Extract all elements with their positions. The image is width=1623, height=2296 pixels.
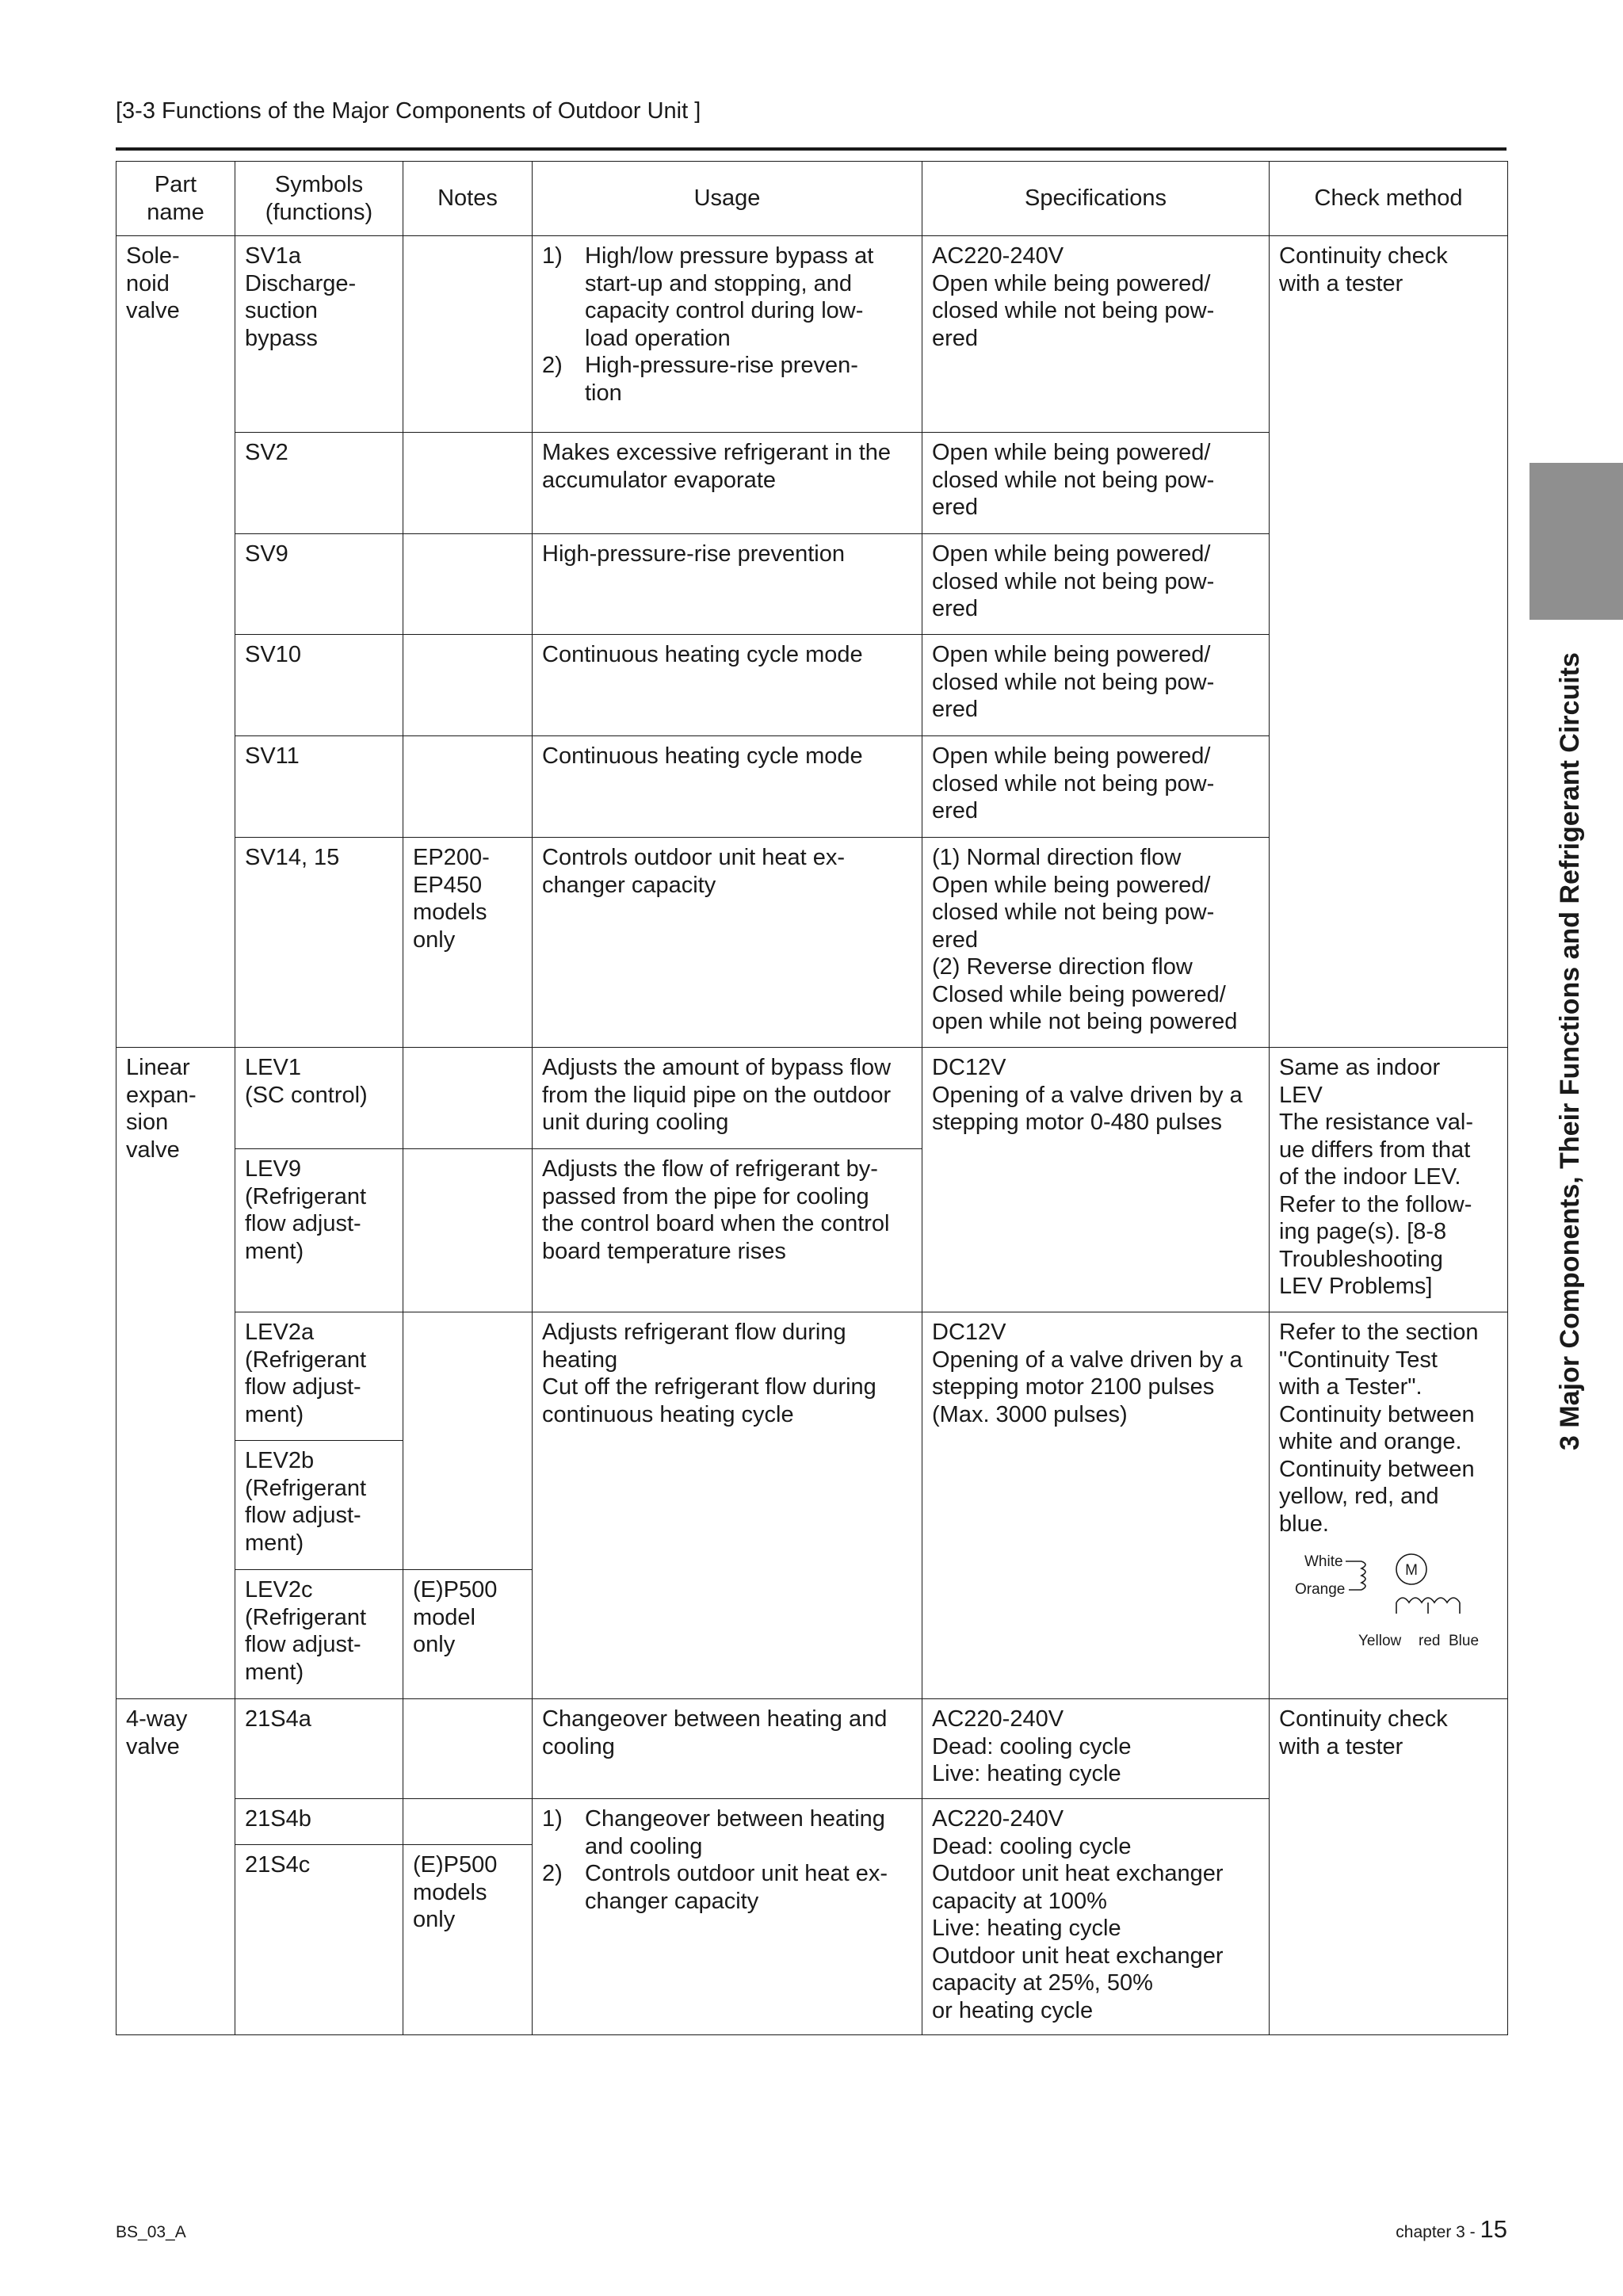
components-table [116,161,1508,2035]
text-line: Adjusts refrigerant flow during [542,1320,846,1345]
symbol-sv2: SV2 [235,433,403,534]
text-line: model [413,1604,475,1630]
text-line: LEV Problems] [1279,1274,1433,1299]
text-line: ment) [245,1659,304,1685]
text-line: Changeover between heating and [542,1706,888,1732]
text-line: Continuity between [1279,1456,1475,1482]
symbol-sv14-15: SV14, 15 [235,838,403,1048]
usage-sv14-15 [533,838,922,1048]
text-line: continuous heating cycle [542,1401,794,1427]
text-line: Live: heating cycle [932,1916,1121,1941]
text-line: valve [126,1137,180,1163]
text-line: noid [126,270,170,296]
check-lev2-text [1279,1319,1498,1538]
check-4-way-valve [1270,1699,1508,2035]
text-line: name [147,199,204,225]
text-line: Part [154,172,197,197]
spec-lev1-lev9 [922,1048,1270,1312]
spec-sv11 [922,736,1270,838]
text-line: Makes excessive refrigerant in the [542,440,892,465]
text-line: (Refrigerant [245,1475,367,1501]
list-item-number: 1) [542,243,563,269]
text-line: "Continuity Test [1279,1347,1438,1373]
text-line: ered [932,495,979,520]
text-line: Opening of a valve driven by a [932,1082,1243,1108]
text-line: blue. [1279,1511,1329,1537]
symbol-21s4c: 21S4c [235,1845,403,2035]
text-line: (Refrigerant [245,1183,367,1209]
symbol-sv1a [235,236,403,433]
chapter-side-label: 3 Major Components, Their Functions and Refrigerant Circuits [1555,652,1585,1450]
text-line: flow adjust- [245,1503,361,1528]
symbol-21s4a: 21S4a [235,1699,403,1799]
text-line: Cut off the refrigerant flow during [542,1374,876,1400]
text-line: Open while being powered/ [932,872,1211,898]
text-line: of the indoor LEV. [1279,1164,1461,1190]
text-line: LEV9 [245,1156,301,1182]
text-line: (1) Normal direction flow [932,845,1182,870]
text-line: ment) [245,1238,304,1264]
usage-sv9 [533,534,922,635]
footer-doc-code: BS_03_A [116,2223,186,2241]
text-line: heating [542,1347,618,1373]
text-line: with a tester [1279,1733,1403,1759]
text-line: LEV2c [245,1577,313,1603]
list-item [542,352,912,407]
motor-coil-yrb-icon [1396,1598,1460,1614]
text-line: ered [932,596,979,621]
text-line: High-pressure-rise prevention [542,541,845,567]
text-line: with a Tester". [1279,1374,1423,1400]
text-line: Controls outdoor unit heat ex- [585,1861,888,1886]
text-line: only [413,1632,456,1657]
text-line: closed while not being pow- [932,467,1215,493]
text-line: accumulator evaporate [542,467,776,493]
check-solenoid-valve [1270,236,1508,1048]
text-line: (Refrigerant [245,1347,367,1373]
notes-lev9 [403,1149,533,1312]
table-row-lev2a [116,1312,1508,1441]
text-line: LEV2a [245,1320,315,1345]
text-line: (E)P500 [413,1852,498,1878]
text-line: Refer to the follow- [1279,1191,1472,1217]
spec-sv1a [922,236,1270,433]
text-line: Open while being powered/ [932,541,1211,567]
text-line: EP200- [413,845,490,870]
text-line: capacity control during low- [585,298,864,323]
text-line: DC12V [932,1055,1006,1080]
header-rule [116,147,1507,151]
notes-21s4b [403,1799,533,1845]
text-line: Open while being powered/ [932,440,1211,465]
usage-sv11 [533,736,922,838]
text-line: closed while not being pow- [932,568,1215,594]
spec-sv9 [922,534,1270,635]
text-line: load operation [585,325,731,351]
list-item [542,1805,912,1860]
text-line: DC12V [932,1320,1006,1345]
text-line: Continuous heating cycle mode [542,743,863,769]
text-line: models [413,900,487,925]
notes-sv9 [403,534,533,635]
text-line: stepping motor 0-480 pulses [932,1110,1222,1135]
text-line: flow adjust- [245,1211,361,1236]
list-item-number: 2) [542,353,563,378]
motor-label-blue: Blue [1449,1633,1480,1649]
usage-21s4b-21s4c [533,1799,922,2035]
symbol-sv10: SV10 [235,635,403,736]
motor-label-yellow: Yellow [1358,1633,1402,1649]
text-line: flow adjust- [245,1632,361,1657]
text-line: passed from the pipe for cooling [542,1183,869,1209]
text-line: Continuity check [1279,1706,1448,1732]
spec-lev2 [922,1312,1270,1699]
text-line: High-pressure-rise preven- [585,353,858,378]
text-line: SV1a [245,243,301,269]
page-header-title: [3-3 Functions of the Major Components of Outdoor Unit ] [116,98,701,124]
text-line: Outdoor unit heat exchanger [932,1861,1224,1886]
text-line: expan- [126,1082,197,1108]
text-line: AC220-240V [932,1806,1064,1832]
usage-sv10 [533,635,922,736]
footer-page: 15 [1480,2215,1507,2243]
notes-lev1 [403,1048,533,1149]
text-line: valve [126,1733,180,1759]
spec-sv14-15 [922,838,1270,1048]
text-line: closed while not being pow- [932,298,1215,323]
text-line: or heating cycle [932,1997,1094,2023]
table-row-21s4a [116,1699,1508,1799]
notes-sv14-15 [403,838,533,1048]
text-line: Open while being powered/ [932,270,1211,296]
text-line: white and orange. [1279,1429,1462,1454]
usage-lev9 [533,1149,922,1312]
col-header-specifications: Specifications [922,162,1270,236]
text-line: from the liquid pipe on the outdoor [542,1082,892,1108]
motor-coil-icon [1361,1561,1365,1590]
text-line: Open while being powered/ [932,642,1211,667]
text-line: LEV2b [245,1448,315,1473]
list-item [542,1860,912,1915]
notes-sv2 [403,433,533,534]
list-item-number: 2) [542,1861,563,1886]
text-line: ment) [245,1401,304,1427]
motor-label-m: M [1405,1562,1418,1579]
text-line: Adjusts the amount of bypass flow [542,1055,892,1080]
motor-label-white: White [1304,1553,1343,1570]
symbol-lev1 [235,1048,403,1149]
notes-sv11 [403,736,533,838]
list-item [542,243,912,352]
text-line: Controls outdoor unit heat ex- [542,845,846,870]
text-line: Linear [126,1055,190,1080]
text-line: Closed while being powered/ [932,981,1226,1007]
text-line: (SC control) [245,1082,368,1108]
text-line: Symbols [274,172,364,197]
usage-sv1a [533,236,922,433]
check-lev1-lev9 [1270,1048,1508,1312]
notes-21s4a [403,1699,533,1799]
text-line: (2) Reverse direction flow [932,954,1193,980]
text-line: closed while not being pow- [932,900,1215,925]
text-line: with a tester [1279,270,1403,296]
text-line: Open while being powered/ [932,743,1211,769]
notes-sv10 [403,635,533,736]
text-line: Dead: cooling cycle [932,1833,1132,1859]
footer-page-number [1396,2215,1507,2244]
text-line: AC220-240V [932,243,1064,269]
symbol-sv9: SV9 [235,534,403,635]
text-line: (functions) [265,199,373,225]
symbol-21s4b: 21S4b [235,1799,403,1845]
spec-sv10 [922,635,1270,736]
text-line: Discharge- [245,270,357,296]
text-line: ered [932,697,979,722]
symbol-lev2a [235,1312,403,1441]
text-line: ered [932,325,979,351]
chapter-side-tab [1529,463,1623,620]
table-row-sv1a [116,236,1508,433]
text-line: Outdoor unit heat exchanger [932,1943,1224,1969]
text-line: stepping motor 2100 pulses [932,1374,1215,1400]
text-line: closed while not being pow- [932,770,1215,797]
part-name-linear-expansion-valve [116,1048,235,1699]
spec-21s4a [922,1699,1270,1799]
text-line: cooling [542,1733,615,1759]
text-line: yellow, red, and [1279,1484,1439,1509]
part-name-solenoid-valve [116,236,235,1048]
text-line: AC220-240V [932,1706,1064,1732]
motor-wire-lines [1346,1561,1361,1590]
notes-sv1a [403,236,533,433]
text-line: valve [126,298,180,323]
text-line: Refer to the section [1279,1320,1479,1345]
symbol-sv11: SV11 [235,736,403,838]
text-line: tion [585,380,622,406]
list-item-number: 1) [542,1806,563,1832]
symbol-lev2c [235,1570,403,1699]
header-row [116,162,1508,236]
text-line: (Refrigerant [245,1604,367,1630]
motor-label-orange: Orange [1295,1581,1346,1598]
col-header-part-name [116,162,235,236]
col-header-usage: Usage [533,162,922,236]
text-line: unit during cooling [542,1110,729,1135]
text-line: Sole- [126,243,180,269]
usage-sv2 [533,433,922,534]
text-line: start-up and stopping, and [585,270,852,296]
text-line: and cooling [585,1833,703,1859]
text-line: LEV [1279,1082,1323,1108]
spec-21s4b-21s4c [922,1799,1270,2035]
symbol-lev9 [235,1149,403,1312]
notes-21s4c [403,1845,533,2035]
text-line: (Max. 3000 pulses) [932,1401,1128,1427]
text-line: bypass [245,325,318,351]
text-line: Changeover between heating [585,1806,885,1832]
col-header-symbols [235,162,403,236]
notes-lev2a-lev2b [403,1312,533,1570]
text-line: Opening of a valve driven by a [932,1347,1243,1373]
text-line: capacity at 100% [932,1888,1107,1914]
text-line: Same as indoor [1279,1055,1441,1080]
text-line: only [413,1907,456,1932]
text-line: Continuity check [1279,243,1448,269]
text-line: changer capacity [542,872,716,898]
text-line: Troubleshooting [1279,1246,1443,1272]
text-line: EP450 [413,872,483,898]
text-line: open while not being powered [932,1009,1238,1034]
table-row-lev1 [116,1048,1508,1149]
text-line: sion [126,1110,169,1135]
part-name-4-way-valve [116,1699,235,2035]
footer-chapter-label: chapter 3 - [1396,2223,1480,2241]
text-line: Dead: cooling cycle [932,1733,1132,1759]
text-line: (E)P500 [413,1577,498,1603]
text-line: models [413,1879,487,1905]
usage-21s4a [533,1699,922,1799]
motor-wiring-diagram [1279,1545,1485,1656]
text-line: suction [245,298,318,323]
text-line: 4-way [126,1706,188,1732]
text-line: only [413,926,456,953]
text-line: ered [932,926,979,953]
text-line: The resistance val- [1279,1110,1473,1135]
text-line: Continuous heating cycle mode [542,642,863,667]
check-lev2 [1270,1312,1508,1699]
motor-label-red: red [1419,1633,1441,1649]
text-line: ing page(s). [8-8 [1279,1219,1447,1244]
col-header-check-method: Check method [1270,162,1508,236]
spec-sv2 [922,433,1270,534]
text-line: LEV1 [245,1055,301,1080]
text-line: board temperature rises [542,1238,786,1264]
text-line: ment) [245,1530,304,1556]
text-line: Continuity between [1279,1401,1475,1427]
usage-lev2 [533,1312,922,1699]
text-line: Adjusts the flow of refrigerant by- [542,1156,878,1182]
text-line: High/low pressure bypass at [585,243,874,269]
text-line: capacity at 25%, 50% [932,1970,1153,1996]
col-header-notes: Notes [403,162,533,236]
text-line: the control board when the control [542,1211,890,1236]
text-line: ered [932,798,979,823]
symbol-lev2b [235,1441,403,1570]
text-line: changer capacity [585,1888,759,1914]
text-line: closed while not being pow- [932,669,1215,695]
text-line: Live: heating cycle [932,1761,1121,1786]
text-line: ue differs from that [1279,1137,1471,1163]
notes-lev2c [403,1570,533,1699]
text-line: flow adjust- [245,1374,361,1400]
usage-lev1 [533,1048,922,1149]
